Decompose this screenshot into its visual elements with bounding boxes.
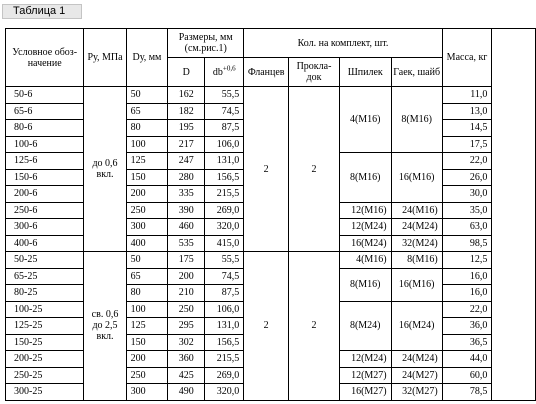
group1-py-line2: вкл. xyxy=(96,169,114,180)
row-studs: 12(М24) xyxy=(339,351,391,368)
row-mass: 22,0 xyxy=(442,301,492,318)
row-dy: 100 xyxy=(126,136,168,153)
row-studs: 12(М16) xyxy=(339,202,391,219)
row-mass: 63,0 xyxy=(442,219,492,236)
row-mass: 78,5 xyxy=(442,384,492,401)
row-mass: 36,0 xyxy=(442,318,492,335)
row-mass: 26,0 xyxy=(442,169,492,186)
row-nuts: 24(М16) xyxy=(391,202,442,219)
row-nuts: 24(М24) xyxy=(391,219,442,236)
row-studs: 12(М27) xyxy=(339,367,391,384)
row-db: 269,0 xyxy=(205,367,244,384)
row-designation: 100-25 xyxy=(6,301,84,318)
row-dy: 300 xyxy=(126,384,168,401)
row-dy: 150 xyxy=(126,169,168,186)
header-dimensions xyxy=(168,29,244,58)
row-designation: 300-25 xyxy=(6,384,84,401)
row-dy: 50 xyxy=(126,87,168,104)
row-d: 335 xyxy=(168,186,205,203)
row-designation: 200-25 xyxy=(6,351,84,368)
row-db: 131,0 xyxy=(205,153,244,170)
row-designation: 150-25 xyxy=(6,334,84,351)
header-dimensions-line2: (см.рис.1) xyxy=(184,43,227,54)
row-mass: 44,0 xyxy=(442,351,492,368)
header-mass: Масса, кг xyxy=(442,29,492,87)
row-mass: 98,5 xyxy=(442,235,492,252)
row-mass: 17,5 xyxy=(442,136,492,153)
group1-py-line1: до 0,6 xyxy=(92,158,118,169)
header-db-label: db xyxy=(212,66,223,78)
row-mass: 22,0 xyxy=(442,153,492,170)
row-designation: 125-25 xyxy=(6,318,84,335)
row-d: 210 xyxy=(168,285,205,302)
header-d: D xyxy=(168,58,205,87)
row-dy: 65 xyxy=(126,103,168,120)
row-designation: 80-25 xyxy=(6,285,84,302)
group1-flanges: 2 xyxy=(244,87,289,252)
row-d: 250 xyxy=(168,301,205,318)
header-db xyxy=(205,58,244,87)
row-d: 535 xyxy=(168,235,205,252)
group2-studs-c: 8(М24) xyxy=(339,301,391,351)
group1-nuts-a: 8(М16) xyxy=(391,87,442,153)
row-studs: 16(М27) xyxy=(339,384,391,401)
header-flanges: Фланцев xyxy=(244,58,289,87)
row-d: 425 xyxy=(168,367,205,384)
row-dy: 65 xyxy=(126,268,168,285)
row-d: 390 xyxy=(168,202,205,219)
row-db: 87,5 xyxy=(205,285,244,302)
group1-studs-b: 8(М16) xyxy=(339,153,391,203)
header-designation-line1: Условное обоз- xyxy=(12,46,78,58)
row-d: 360 xyxy=(168,351,205,368)
row-dy: 200 xyxy=(126,351,168,368)
row-dy: 50 xyxy=(126,252,168,269)
row-mass: 35,0 xyxy=(442,202,492,219)
group2-nuts-b: 16(М16) xyxy=(391,268,442,301)
row-studs: 4(М16) xyxy=(339,252,391,269)
group1-nuts-b: 16(М16) xyxy=(391,153,442,203)
row-d: 162 xyxy=(168,87,205,104)
row-db: 215,5 xyxy=(205,186,244,203)
table-caption: Таблица 1 xyxy=(2,4,82,19)
row-designation: 65-6 xyxy=(6,103,84,120)
row-db: 320,0 xyxy=(205,219,244,236)
group2-studs-b: 8(М16) xyxy=(339,268,391,301)
row-nuts: 32(М24) xyxy=(391,235,442,252)
row-designation: 50-25 xyxy=(6,252,84,269)
group2-py-line3: вкл. xyxy=(96,331,114,343)
header-nuts: Гаек, шайб xyxy=(391,58,442,87)
row-designation: 250-6 xyxy=(6,202,84,219)
row-d: 460 xyxy=(168,219,205,236)
row-d: 217 xyxy=(168,136,205,153)
header-kit: Кол. на комплект, шт. xyxy=(244,29,442,58)
row-designation: 50-6 xyxy=(6,87,84,104)
group2-flanges: 2 xyxy=(244,252,289,401)
row-db: 55,5 xyxy=(205,87,244,104)
header-gaskets xyxy=(289,58,340,87)
flange-spec-table xyxy=(5,28,536,401)
row-designation: 150-6 xyxy=(6,169,84,186)
row-dy: 250 xyxy=(126,202,168,219)
row-dy: 125 xyxy=(126,318,168,335)
row-db: 415,0 xyxy=(205,235,244,252)
row-d: 182 xyxy=(168,103,205,120)
row-db: 87,5 xyxy=(205,120,244,137)
row-designation: 200-6 xyxy=(6,186,84,203)
group2-nuts-c: 16(М24) xyxy=(391,301,442,351)
row-dy: 80 xyxy=(126,285,168,302)
row-nuts: 32(М27) xyxy=(391,384,442,401)
row-designation: 250-25 xyxy=(6,367,84,384)
row-dy: 200 xyxy=(126,186,168,203)
header-dy: Dу, мм xyxy=(126,29,168,87)
row-nuts: 24(М24) xyxy=(391,351,442,368)
row-d: 490 xyxy=(168,384,205,401)
row-mass: 11,0 xyxy=(442,87,492,104)
header-db-tolerance: +0,6 xyxy=(222,64,236,73)
row-db: 74,5 xyxy=(205,103,244,120)
row-db: 320,0 xyxy=(205,384,244,401)
table-row xyxy=(6,87,536,104)
row-db: 156,5 xyxy=(205,334,244,351)
group2-py-line2: до 2,5 xyxy=(92,320,118,332)
row-dy: 150 xyxy=(126,334,168,351)
header-gaskets-line2: док xyxy=(306,72,322,83)
header-designation xyxy=(6,29,84,87)
row-designation: 80-6 xyxy=(6,120,84,137)
row-designation: 400-6 xyxy=(6,235,84,252)
row-dy: 80 xyxy=(126,120,168,137)
row-designation: 125-6 xyxy=(6,153,84,170)
row-studs: 12(М24) xyxy=(339,219,391,236)
row-mass: 36,5 xyxy=(442,334,492,351)
row-d: 195 xyxy=(168,120,205,137)
row-db: 215,5 xyxy=(205,351,244,368)
header-designation-line2: начение xyxy=(27,57,62,69)
header-py: Ру, МПа xyxy=(84,29,126,87)
row-dy: 125 xyxy=(126,153,168,170)
row-designation: 65-25 xyxy=(6,268,84,285)
row-db: 74,5 xyxy=(205,268,244,285)
row-d: 295 xyxy=(168,318,205,335)
row-nuts: 8(М16) xyxy=(391,252,442,269)
row-db: 106,0 xyxy=(205,301,244,318)
row-nuts: 24(М27) xyxy=(391,367,442,384)
row-d: 247 xyxy=(168,153,205,170)
row-designation: 100-6 xyxy=(6,136,84,153)
row-mass: 12,5 xyxy=(442,252,492,269)
row-db: 131,0 xyxy=(205,318,244,335)
row-db: 156,5 xyxy=(205,169,244,186)
row-db: 269,0 xyxy=(205,202,244,219)
group2-gaskets: 2 xyxy=(289,252,340,401)
row-db: 55,5 xyxy=(205,252,244,269)
row-d: 200 xyxy=(168,268,205,285)
row-db: 106,0 xyxy=(205,136,244,153)
group1-py xyxy=(84,87,126,252)
row-mass: 30,0 xyxy=(442,186,492,203)
row-dy: 300 xyxy=(126,219,168,236)
row-mass: 13,0 xyxy=(442,103,492,120)
row-dy: 250 xyxy=(126,367,168,384)
header-gaskets-line1: Прокла- xyxy=(296,61,332,72)
group1-gaskets: 2 xyxy=(289,87,340,252)
group2-py xyxy=(84,252,126,401)
header-row-1 xyxy=(6,29,536,58)
group2-py-line1: св. 0,6 xyxy=(91,309,119,321)
row-studs: 16(М24) xyxy=(339,235,391,252)
table-row xyxy=(6,252,536,269)
row-designation: 300-6 xyxy=(6,219,84,236)
group1-studs-a: 4(М16) xyxy=(339,87,391,153)
row-dy: 100 xyxy=(126,301,168,318)
row-d: 302 xyxy=(168,334,205,351)
header-dimensions-line1: Размеры, мм xyxy=(178,32,233,43)
row-mass: 16,0 xyxy=(442,268,492,285)
row-mass: 16,0 xyxy=(442,285,492,302)
header-studs: Шпилек xyxy=(339,58,391,87)
row-d: 280 xyxy=(168,169,205,186)
row-d: 175 xyxy=(168,252,205,269)
row-dy: 400 xyxy=(126,235,168,252)
row-mass: 60,0 xyxy=(442,367,492,384)
row-mass: 14,5 xyxy=(442,120,492,137)
